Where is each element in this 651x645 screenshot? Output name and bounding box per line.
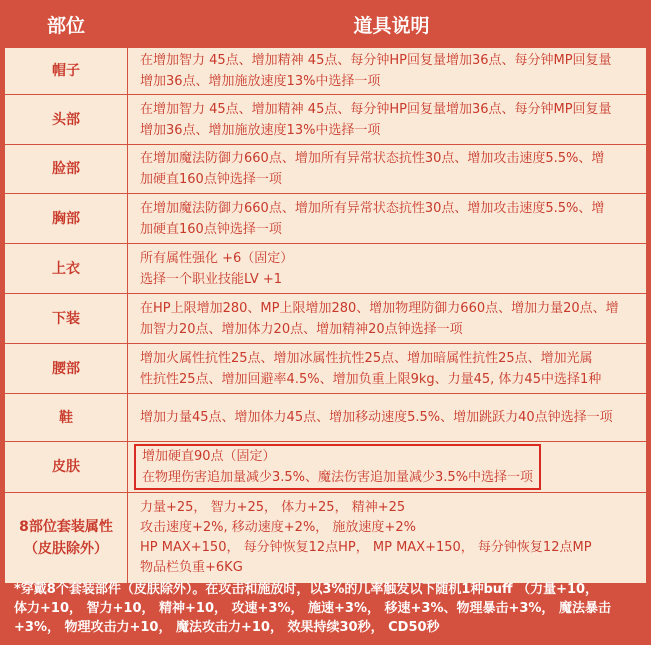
part-description	[128, 194, 646, 243]
header-description: 道具说明	[353, 14, 430, 37]
description-line: 在增加智力 45点、增加精神 45点、每分钟HP回复量增加36点、每分钟MP回复量	[140, 101, 612, 117]
description-line: 加智力20点、增加体力20点、增加精神20点钟选择一项	[140, 321, 463, 337]
part-label: 8部位套装属性	[19, 519, 113, 535]
description-line: 增加36点、增加施放速度13%中选择一项	[140, 74, 381, 89]
part-label: 帽子	[5, 48, 128, 94]
description-line: 增加力量45点、增加体力45点、增加移动速度5.5%、增加跳跃力40点钟选择一项	[140, 410, 613, 425]
table-row	[5, 244, 646, 294]
description-line: 在HP上限增加280、MP上限增加280、增加物理防御力660点、增加力量20点、增	[140, 300, 619, 316]
table-row	[5, 48, 646, 95]
part-label: 胸部	[5, 194, 128, 243]
part-label: 上衣	[5, 244, 128, 293]
description-line: 物品栏负重+6KG	[140, 560, 243, 575]
part-label: 腰部	[5, 344, 128, 393]
part-label: 脸部	[5, 145, 128, 193]
part-description	[128, 95, 646, 144]
description-line: 力量+25， 智力+25， 体力+25， 精神+25	[140, 500, 406, 515]
part-label: （皮肤除外）	[24, 541, 108, 557]
part-label-set	[5, 493, 128, 583]
description-line: 在增加魔法防御力660点、增加所有异常状态抗性30点、增加攻击速度5.5%、增	[140, 151, 605, 166]
table-row	[5, 194, 646, 244]
description-line: HP MAX+150， 每分钟恢复12点HP， MP MAX+150， 每分钟恢复12点MP	[140, 540, 592, 555]
description-line: 加硬直160点钟选择一项	[140, 172, 282, 187]
description-line: 攻击速度+2%, 移动速度+2%， 施放速度+2%	[140, 520, 416, 535]
table-row	[5, 442, 646, 493]
part-label: 下装	[5, 294, 128, 343]
description-line: 增加硬直90点（固定）	[142, 449, 276, 464]
table-row	[5, 344, 646, 394]
set-table	[5, 48, 646, 583]
table-row	[5, 145, 646, 194]
description-line: 在增加魔法防御力660点、增加所有异常状态抗性30点、增加攻击速度5.5%、增	[140, 200, 605, 216]
note-line: +3%， 物理攻击力+10， 魔法攻击力+10， 效果持续30秒， CD50秒	[14, 620, 440, 635]
part-description	[128, 394, 646, 441]
header-part: 部位	[46, 14, 85, 37]
part-label: 头部	[5, 95, 128, 144]
table-row	[5, 95, 646, 145]
part-description	[128, 48, 646, 94]
note-line: *穿戴8个套装部件（皮肤除外）。在攻击和施放时，以3%的几率触发以下随机1种buff （力量+10，	[14, 582, 599, 597]
part-description	[128, 442, 646, 492]
description-line: 增加火属性抗性25点、增加冰属性抗性25点、增加暗属性抗性25点、增加光属	[140, 350, 593, 366]
description-line: 选择一个职业技能LV +1	[140, 271, 283, 287]
table-row	[5, 394, 646, 442]
set-bonus-note	[0, 574, 651, 645]
part-label: 皮肤	[5, 442, 128, 492]
description-line: 增加36点、增加施放速度13%中选择一项	[140, 122, 381, 138]
part-label: 鞋	[5, 394, 128, 441]
part-description	[128, 294, 646, 343]
table-row	[5, 294, 646, 344]
part-description	[128, 244, 646, 293]
description-line: 加硬直160点钟选择一项	[140, 221, 282, 237]
description-line: 在物理伤害追加量减少3.5%、魔法伤害追加量减少3.5%中选择一项	[142, 470, 534, 485]
description-line: 在增加智力 45点、增加精神 45点、每分钟HP回复量增加36点、每分钟MP回复量	[140, 53, 612, 68]
highlight-box	[134, 444, 541, 490]
table-row	[5, 493, 646, 583]
note-line: 体力+10， 智力+10， 精神+10， 攻速+3%， 施速+3%， 移速+3%、物理暴击+3%， 魔法暴击	[14, 601, 611, 616]
description-line: 所有属性强化 +6（固定）	[140, 250, 294, 266]
part-description	[128, 344, 646, 393]
part-description	[128, 493, 646, 583]
table-header	[0, 0, 651, 48]
part-description	[128, 145, 646, 193]
description-line: 性抗性25点、增加回避率4.5%、增加负重上限9kg、力量45, 体力45中选择1种	[140, 371, 602, 387]
